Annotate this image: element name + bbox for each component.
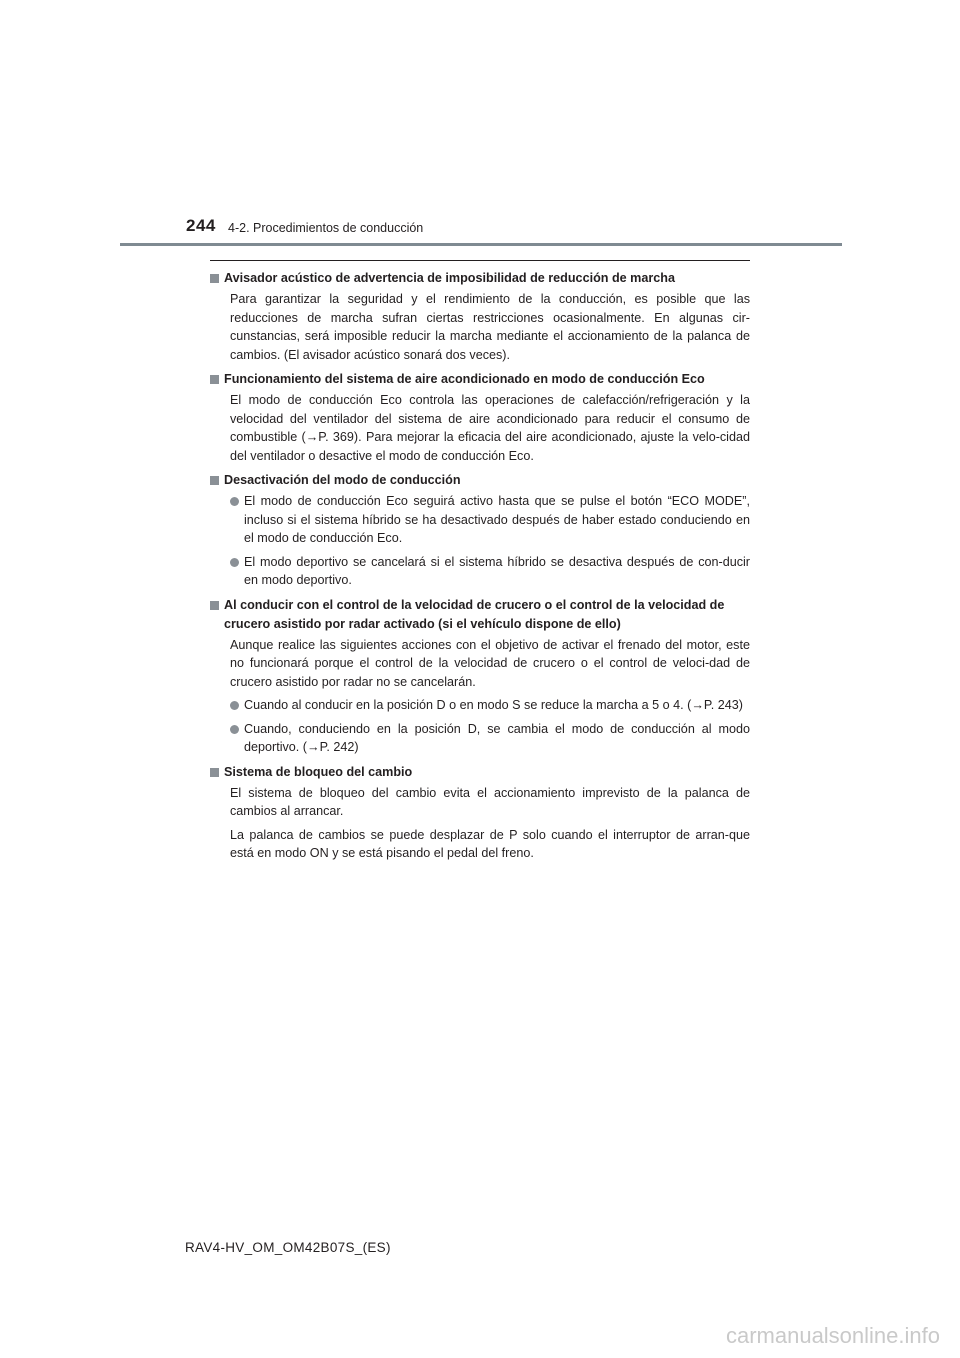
topic-heading: [210, 370, 750, 389]
circle-bullet-icon: [230, 701, 239, 710]
list-item-text: Cuando, conduciendo en la posición D, se cambia el modo de conducción al modo deportivo. (→P. 242): [244, 721, 750, 754]
section-title: 4-2. Procedimientos de conducción: [228, 221, 424, 235]
topic-heading-text: Funcionamiento del sistema de aire acondicionado en modo de conducción Eco: [224, 372, 705, 386]
topic-heading-text: Al conducir con el control de la velocidad de crucero o el control de la velocidad de crucero asistido por radar activado (si el vehículo dispone de ello): [224, 597, 725, 631]
topic-cruise-control: [210, 596, 750, 757]
document-code: RAV4-HV_OM_OM42B07S_(ES): [185, 1240, 391, 1255]
topic-heading: [210, 763, 750, 782]
list-item: [230, 553, 750, 590]
circle-bullet-icon: [230, 497, 239, 506]
list-item-text: Cuando al conducir en la posición D o en modo S se reduce la marcha a 5 o 4. (→P. 243): [244, 698, 743, 712]
list-item: [230, 720, 750, 757]
topic-paragraph: El sistema de bloqueo del cambio evita el accionamiento imprevisto de la palanca de cambios al arrancar.: [230, 785, 750, 818]
square-bullet-icon: [210, 601, 219, 610]
topic-paragraph: Aunque realice las siguientes acciones con el objetivo de activar el frenado del motor, este no funcionará porque el control de la velocidad de crucero o el control de veloci-dad de crucero asistido por radar no se cancelarán.: [230, 637, 750, 689]
list-item-text: El modo deportivo se cancelará si el sistema híbrido se desactiva después de con-ducir en modo deportivo.: [244, 554, 750, 587]
topic-heading: [210, 596, 750, 634]
watermark: carmanualsonline.info: [725, 1323, 940, 1348]
topic-heading-text: Desactivación del modo de conducción: [224, 473, 461, 487]
circle-bullet-icon: [230, 558, 239, 567]
topic-mode-deactivation: [210, 471, 750, 590]
topic-eco-air-conditioning: [210, 370, 750, 465]
content-area: [210, 260, 750, 869]
square-bullet-icon: [210, 768, 219, 777]
topic-heading-text: Sistema de bloqueo del cambio: [224, 764, 413, 779]
circle-bullet-icon: [230, 725, 239, 734]
list-item: [230, 696, 750, 715]
square-bullet-icon: [210, 476, 219, 485]
page-number: 244: [186, 216, 216, 235]
header-divider: [120, 243, 842, 246]
page-header: [0, 0, 960, 250]
list-item-text: El modo de conducción Eco seguirá activo hasta que se pulse el botón “ECO MODE”, incluso si el sistema híbrido se ha desactivado después de haber estado conduciendo en el modo de conducción Eco.: [244, 494, 750, 545]
topic-heading-text: Avisador acústico de advertencia de imposibilidad de reducción de marcha: [224, 271, 675, 285]
topic-paragraph: El modo de conducción Eco controla las operaciones de calefacción/refrigeración y la velocidad del ventilador del sistema de aire acondicionado para reducir el consumo de combustible (→P. 369). Para mejorar la eficacia del aire acondicionado, ajuste la velo-cidad del ventilador o desactive el modo de conducción Eco.: [230, 393, 750, 463]
topic-paragraph: La palanca de cambios se puede desplazar de P solo cuando el interruptor de arran-que está en modo ON y se está pisando el pedal del freno.: [230, 827, 750, 860]
topic-heading: [210, 269, 750, 288]
topic-shift-lock-system: [210, 763, 750, 863]
topic-paragraph: Para garantizar la seguridad y el rendimiento de la conducción, es posible que las reducciones de marcha sufran ciertas restricciones ocasionalmente. En algunas cir-cunstancias, será imposible reducir la marcha mediante el accionamiento de la palanca de cambios. (El avisador acústico sonará dos veces).: [230, 292, 750, 362]
topic-heading: [210, 471, 750, 490]
square-bullet-icon: [210, 375, 219, 384]
square-bullet-icon: [210, 274, 219, 283]
list-item: [230, 492, 750, 548]
topic-shift-down-warning: [210, 269, 750, 364]
